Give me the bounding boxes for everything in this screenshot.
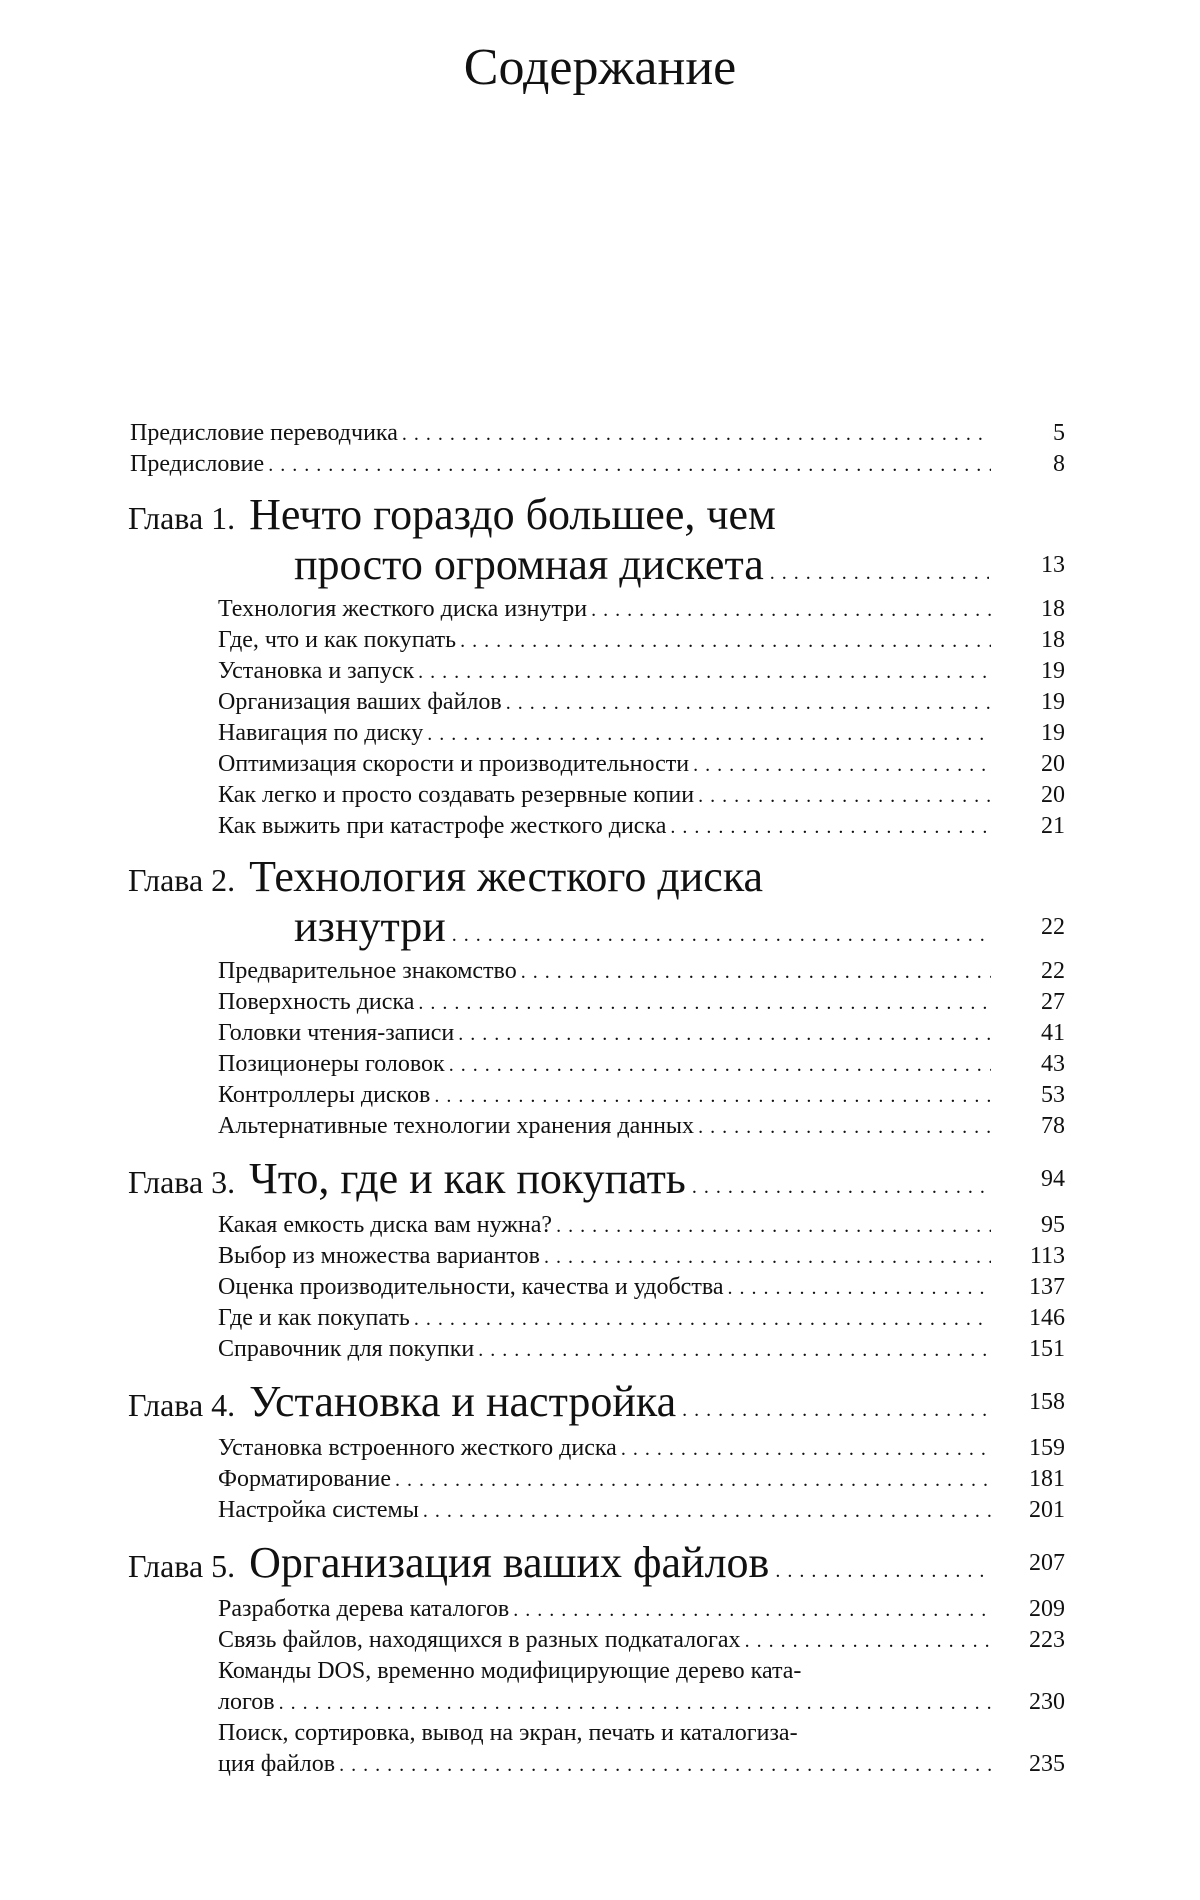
toc-entry-page: 18: [1041, 627, 1065, 653]
dot-leader: [698, 781, 991, 812]
chapter-1-sections: [0, 594, 1200, 842]
toc-entry[interactable]: [0, 594, 1200, 625]
chapter-page: 207: [1029, 1550, 1065, 1576]
toc-entry[interactable]: [0, 1080, 1200, 1111]
dot-leader: [745, 1626, 991, 1657]
chapter-page: 22: [1041, 914, 1065, 940]
toc-entry-page: 43: [1041, 1051, 1065, 1077]
chapter-label: Глава 3.: [128, 1164, 236, 1200]
toc-entry[interactable]: [0, 1625, 1200, 1656]
toc-chapter-2[interactable]: [0, 852, 1200, 952]
dot-leader: [268, 450, 991, 481]
toc-entry-title: Поверхность диска: [218, 989, 415, 1015]
toc-entry-title: Установка встроенного жесткого диска: [218, 1435, 617, 1461]
chapter-page: 94: [1041, 1166, 1065, 1192]
toc-entry-title: Выбор из множества вариантов: [218, 1243, 540, 1269]
toc-entry[interactable]: [0, 687, 1200, 718]
toc-entry-page: 18: [1041, 596, 1065, 622]
toc-entry[interactable]: [0, 1334, 1200, 1365]
dot-leader: [452, 910, 989, 960]
toc-entry[interactable]: [0, 718, 1200, 749]
toc-entry[interactable]: [0, 1241, 1200, 1272]
toc-entry-page: 8: [1053, 451, 1065, 477]
toc-entry-page: 146: [1029, 1305, 1065, 1331]
chapter-3-sections: [0, 1210, 1200, 1365]
toc-entry-title: Позиционеры головок: [218, 1051, 445, 1077]
dot-leader: [513, 1595, 991, 1626]
chapter-2-sections: [0, 956, 1200, 1142]
toc-entry[interactable]: [0, 1111, 1200, 1142]
dot-leader: [770, 548, 989, 598]
toc-entry-title: Форматирование: [218, 1466, 391, 1492]
dot-leader: [670, 812, 991, 843]
dot-leader: [698, 1112, 991, 1143]
dot-leader: [418, 657, 991, 688]
table-of-contents: [0, 418, 1200, 1780]
toc-entry-title: Оптимизация скорости и производительности: [218, 751, 690, 777]
toc-entry-title: Установка и запуск: [218, 658, 415, 684]
dot-leader: [682, 1383, 989, 1437]
toc-entry[interactable]: [0, 1433, 1200, 1464]
chapter-title: Организация ваших файлов: [249, 1538, 770, 1587]
dot-leader: [402, 419, 991, 450]
toc-entry-title: Головки чтения-записи: [218, 1020, 455, 1046]
toc-entry-title: Оценка производительности, качества и удобства: [218, 1274, 724, 1300]
toc-entry-title-continued: логов: [218, 1689, 275, 1715]
toc-entry-title: Где и как покупать: [218, 1305, 410, 1331]
toc-entry-page: 78: [1041, 1113, 1065, 1139]
toc-entry[interactable]: [0, 1594, 1200, 1625]
dot-leader: [506, 688, 991, 719]
dot-leader: [460, 626, 991, 657]
toc-entry-page: 230: [1029, 1689, 1065, 1715]
toc-entry-page: 5: [1053, 420, 1065, 446]
toc-entry-page: 22: [1041, 958, 1065, 984]
toc-entry-page: 19: [1041, 689, 1065, 715]
toc-entry-page: 209: [1029, 1596, 1065, 1622]
toc-entry-page: 20: [1041, 751, 1065, 777]
dot-leader: [279, 1688, 991, 1719]
toc-entry-page: 137: [1029, 1274, 1065, 1300]
dot-leader: [395, 1465, 991, 1496]
toc-entry-title: Контроллеры дисков: [218, 1082, 431, 1108]
chapter-5-sections: [0, 1594, 1200, 1780]
page-title: Содержание: [463, 39, 737, 96]
toc-chapter-5[interactable]: [0, 1536, 1200, 1590]
toc-entry[interactable]: [0, 749, 1200, 780]
toc-entry-title: Предварительное знакомство: [218, 958, 517, 984]
toc-entry-title: Связь файлов, находящихся в разных подкаталогах: [218, 1627, 741, 1653]
dot-leader: [591, 595, 991, 626]
toc-entry-page: 151: [1029, 1336, 1065, 1362]
toc-entry[interactable]: [0, 780, 1200, 811]
toc-chapter-4[interactable]: [0, 1375, 1200, 1429]
toc-entry[interactable]: [0, 1210, 1200, 1241]
chapter-4-sections: [0, 1433, 1200, 1526]
chapter-label: Глава 4.: [128, 1387, 236, 1423]
dot-leader: [427, 719, 991, 750]
toc-entry-title: Команды DOS, временно модифицирующие дерево ката-: [218, 1658, 802, 1684]
chapter-title: Установка и настройка: [249, 1377, 677, 1426]
toc-entry-multiline[interactable]: [0, 1718, 1200, 1780]
dot-leader: [458, 1019, 991, 1050]
toc-chapter-1[interactable]: [0, 490, 1200, 590]
dot-leader: [414, 1304, 991, 1335]
toc-entry-page: 95: [1041, 1212, 1065, 1238]
dot-leader: [449, 1050, 991, 1081]
dot-leader: [418, 988, 991, 1019]
chapter-label: Глава 1.: [128, 500, 236, 536]
dot-leader: [693, 750, 991, 781]
toc-entry[interactable]: [0, 1018, 1200, 1049]
toc-entry-title: Предисловие переводчика: [130, 420, 398, 446]
dot-leader: [521, 957, 991, 988]
toc-entry-title: Альтернативные технологии хранения данных: [218, 1113, 695, 1139]
toc-entry-title: Навигация по диску: [218, 720, 424, 746]
chapter-label: Глава 5.: [128, 1548, 236, 1584]
toc-entry-page: 201: [1029, 1497, 1065, 1523]
toc-entry-page: 19: [1041, 720, 1065, 746]
toc-entry-title: Какая емкость диска вам нужна?: [218, 1212, 553, 1238]
toc-entry[interactable]: [0, 811, 1200, 842]
dot-leader: [434, 1081, 991, 1112]
toc-entry-title: Как легко и просто создавать резервные копии: [218, 782, 695, 808]
toc-entry-page: 27: [1041, 989, 1065, 1015]
toc-entry-page: 159: [1029, 1435, 1065, 1461]
toc-entry-page: 113: [1029, 1243, 1065, 1269]
toc-entry-page: 41: [1041, 1020, 1065, 1046]
dot-leader: [339, 1750, 991, 1781]
toc-entry-preface[interactable]: [0, 449, 1200, 480]
chapter-page: 13: [1041, 552, 1065, 578]
dot-leader: [556, 1211, 991, 1242]
toc-entry[interactable]: [0, 1303, 1200, 1334]
toc-entry-translator-preface[interactable]: [0, 418, 1200, 449]
dot-leader: [423, 1496, 991, 1527]
toc-entry[interactable]: [0, 1272, 1200, 1303]
chapter-title-continued: просто огромная дискета: [294, 540, 764, 589]
chapter-label: Глава 2.: [128, 862, 236, 898]
toc-chapter-3[interactable]: [0, 1152, 1200, 1206]
dot-leader: [728, 1273, 992, 1304]
toc-entry-title: Где, что и как покупать: [218, 627, 457, 653]
dot-leader: [775, 1544, 989, 1598]
toc-entry[interactable]: [0, 956, 1200, 987]
toc-entry-title: Справочник для покупки: [218, 1336, 475, 1362]
toc-entry-title: Предисловие: [130, 451, 265, 477]
toc-entry[interactable]: [0, 1049, 1200, 1080]
toc-entry-title: Разработка дерева каталогов: [218, 1596, 510, 1622]
chapter-title: Технология жесткого диска: [249, 852, 764, 901]
toc-entry-multiline[interactable]: [0, 1656, 1200, 1718]
chapter-title-continued: изнутри: [294, 902, 446, 951]
dot-leader: [478, 1335, 991, 1366]
toc-entry-page: 181: [1029, 1466, 1065, 1492]
toc-entry[interactable]: [0, 1495, 1200, 1526]
toc-entry-title: Как выжить при катастрофе жесткого диска: [218, 813, 667, 839]
dot-leader: [544, 1242, 991, 1273]
toc-entry-page: 235: [1029, 1751, 1065, 1777]
chapter-title: Нечто гораздо большее, чем: [249, 490, 776, 539]
toc-entry-title: Организация ваших файлов: [218, 689, 502, 715]
chapter-page: 158: [1029, 1389, 1065, 1415]
toc-entry[interactable]: [0, 987, 1200, 1018]
toc-entry-page: 19: [1041, 658, 1065, 684]
toc-entry-title: Настройка системы: [218, 1497, 419, 1523]
toc-entry[interactable]: [0, 656, 1200, 687]
dot-leader: [692, 1160, 989, 1214]
toc-entry-page: 53: [1041, 1082, 1065, 1108]
chapter-title: Что, где и как покупать: [249, 1154, 686, 1203]
toc-entry-page: 20: [1041, 782, 1065, 808]
toc-entry-page: 21: [1041, 813, 1065, 839]
toc-entry[interactable]: [0, 625, 1200, 656]
toc-entry-title: Технология жесткого диска изнутри: [218, 596, 588, 622]
toc-entry-title: Поиск, сортировка, вывод на экран, печать и каталогиза-: [218, 1720, 798, 1746]
toc-entry-title-continued: ция файлов: [218, 1751, 336, 1777]
toc-entry[interactable]: [0, 1464, 1200, 1495]
dot-leader: [621, 1434, 991, 1465]
toc-entry-page: 223: [1029, 1627, 1065, 1653]
